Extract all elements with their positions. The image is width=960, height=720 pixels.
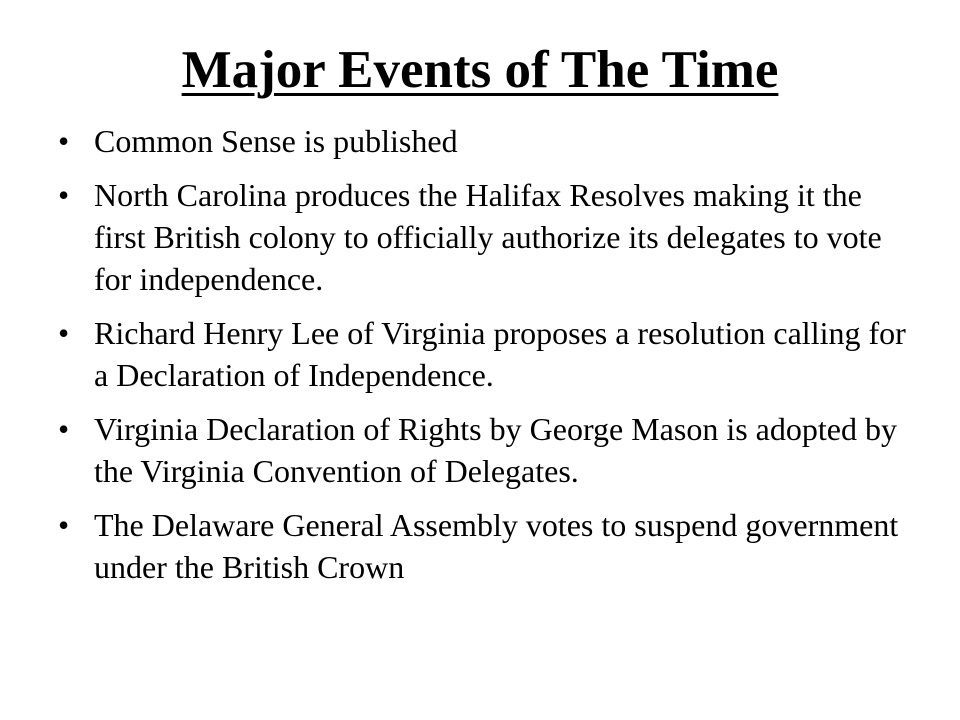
bullet-marker: • [58,123,70,159]
bullet-text: Common Sense is published [94,123,458,159]
slide-title [0,38,960,102]
bullet-item [56,120,906,162]
bullet-marker: • [58,177,70,213]
bullet-text: Richard Henry Lee of Virginia proposes a resolution calling for a Declaration of Independence. [94,315,906,393]
bullet-text: Virginia Declaration of Rights by George Mason is adopted by the Virginia Convention of Delegates. [94,411,897,489]
bullet-list [56,120,906,600]
bullet-marker: • [58,411,70,447]
bullet-text: The Delaware General Assembly votes to suspend government under the British Crown [94,507,899,585]
bullet-item [56,312,906,396]
bullet-marker: • [58,315,70,351]
bullet-text: North Carolina produces the Halifax Resolves making it the first British colony to officially authorize its delegates to vote for independence. [94,177,882,297]
bullet-item [56,408,906,492]
bullet-item [56,504,906,588]
bullet-marker: • [58,507,70,543]
slide-title-text: Major Events of The Time [181,41,779,99]
bullet-item [56,174,906,300]
